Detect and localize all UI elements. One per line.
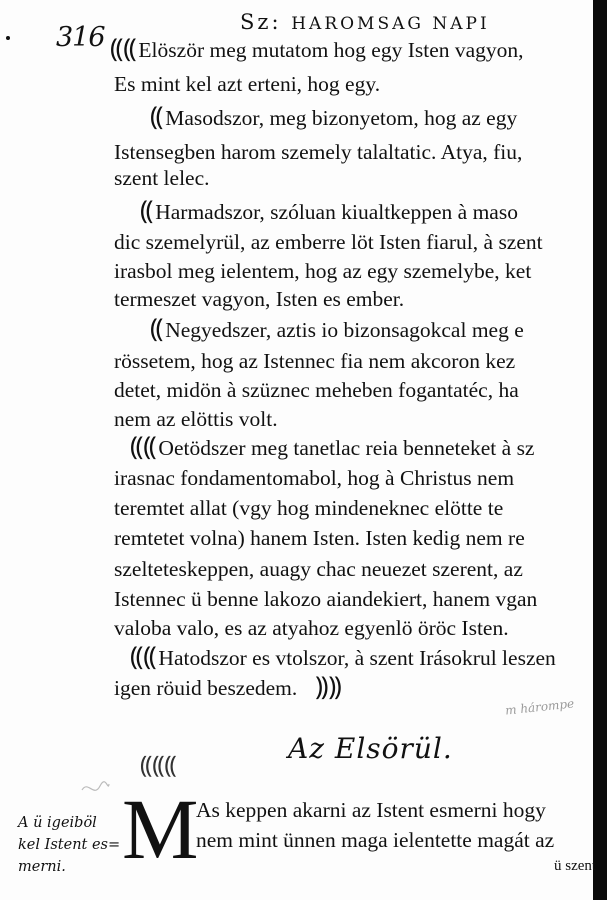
page-binding-edge [593, 0, 607, 900]
paragraph-5-line-1 [130, 434, 534, 462]
paragraph-5-line-4: remtetet volna) hanem Isten. Isten kedig nem re [114, 526, 525, 550]
paragraph-5-line-7: valoba valo, es az atyahoz egyenlö öröc Isten. [114, 616, 509, 640]
opening-line-2: nem mint ünnen maga ielentette magát az [196, 828, 555, 852]
running-head-prefix: Sz: [240, 10, 282, 34]
opening-line-1: As keppen akarni az Istent esmerni hogy [196, 798, 546, 822]
margin-note-line: merni. [18, 859, 66, 875]
paragraph-2-line-2: Istensegben harom szemely talaltatic. Atya, fiu, [114, 140, 523, 164]
text-line: Negyedszer, aztis io bizonsagokcal meg e [165, 318, 524, 342]
paragraph-4-line-1 [150, 316, 524, 344]
ink-speck [6, 36, 10, 40]
paragraph-mark-icon: ⸨ [140, 196, 154, 226]
decorative-mark-icon: ⸨⸨⸨ [140, 751, 177, 779]
paragraph-3-line-1 [140, 198, 518, 226]
margin-note-line: A ü igeiböl [18, 815, 97, 831]
paragraph-6-line-1 [130, 644, 556, 672]
page-number: 316 [56, 22, 105, 53]
paragraph-mark-icon: ⸨⸨ [130, 432, 157, 462]
text-line: Elöször meg mutatom hog egy Isten vagyon, [138, 38, 524, 62]
paragraph-4-line-2: rössetem, hog az Istennec fia nem akcoron kez [114, 349, 516, 373]
paragraph-5-line-2: irasnac fondamentomabol, hog à Christus nem [114, 466, 515, 490]
section-heading: Az Elsörül. [288, 732, 453, 765]
running-head-title: HAROMSAG NAPI [291, 14, 490, 34]
paragraph-mark-icon: ⸨ [150, 102, 164, 132]
margin-note [18, 812, 121, 878]
pen-squiggle-icon [80, 778, 110, 800]
opening-line-3: ü szent [554, 858, 597, 874]
paragraph-3-line-2: dic szemelyrül, az emberre löt Isten fiarul, à szent [114, 230, 543, 254]
text-line: Harmadszor, szóluan kiualtkeppen à maso [155, 200, 518, 224]
paragraph-mark-icon: ⸨ [150, 314, 164, 344]
paragraph-4-line-3: detet, midön à szüznec meheben fogantatéc, ha [114, 378, 519, 402]
text-line: Hatodszor es vtolszor, à szent Irásokrul leszen [158, 646, 556, 670]
paragraph-1-line-2: Es mint kel azt erteni, hog egy. [114, 72, 381, 96]
paragraph-2-line-3: szent lelec. [114, 166, 210, 190]
drop-cap: M [122, 781, 199, 877]
paragraph-4-line-4: nem az elöttis volt. [114, 407, 278, 431]
paragraph-1-line-1 [110, 34, 524, 64]
text-line: Masodszor, meg bizonyetom, hog az egy [165, 106, 518, 130]
faint-handwritten-annotation: m hárompe [504, 696, 575, 718]
paragraph-6-line-2 [114, 674, 344, 702]
text-line: igen röuid beszedem. [114, 676, 298, 700]
paragraph-3-line-4: termeszet vagyon, Isten es ember. [114, 287, 405, 311]
margin-note-line: kel Istent es= [18, 837, 121, 853]
running-head [240, 10, 490, 34]
paragraph-end-mark-icon: ⸩⸩ [315, 672, 342, 702]
paragraph-mark-icon: ⸨⸨ [110, 34, 137, 64]
paragraph-mark-icon: ⸨⸨ [130, 642, 157, 672]
paragraph-5-line-5: szelteteskeppen, auagy chac neuezet szerent, az [114, 557, 523, 581]
paragraph-5-line-6: Istennec ü benne lakozo aiandekiert, hanem vgan [114, 587, 538, 611]
paragraph-5-line-3: teremtet allat (vgy hog mindeneknec elötte te [114, 496, 504, 520]
paragraph-2-line-1 [150, 104, 517, 132]
text-line: Oetödszer meg tanetlac reia benneteket à sz [158, 436, 535, 460]
paragraph-3-line-3: irasbol meg ielentem, hog az egy szemelybe, ket [114, 259, 532, 283]
